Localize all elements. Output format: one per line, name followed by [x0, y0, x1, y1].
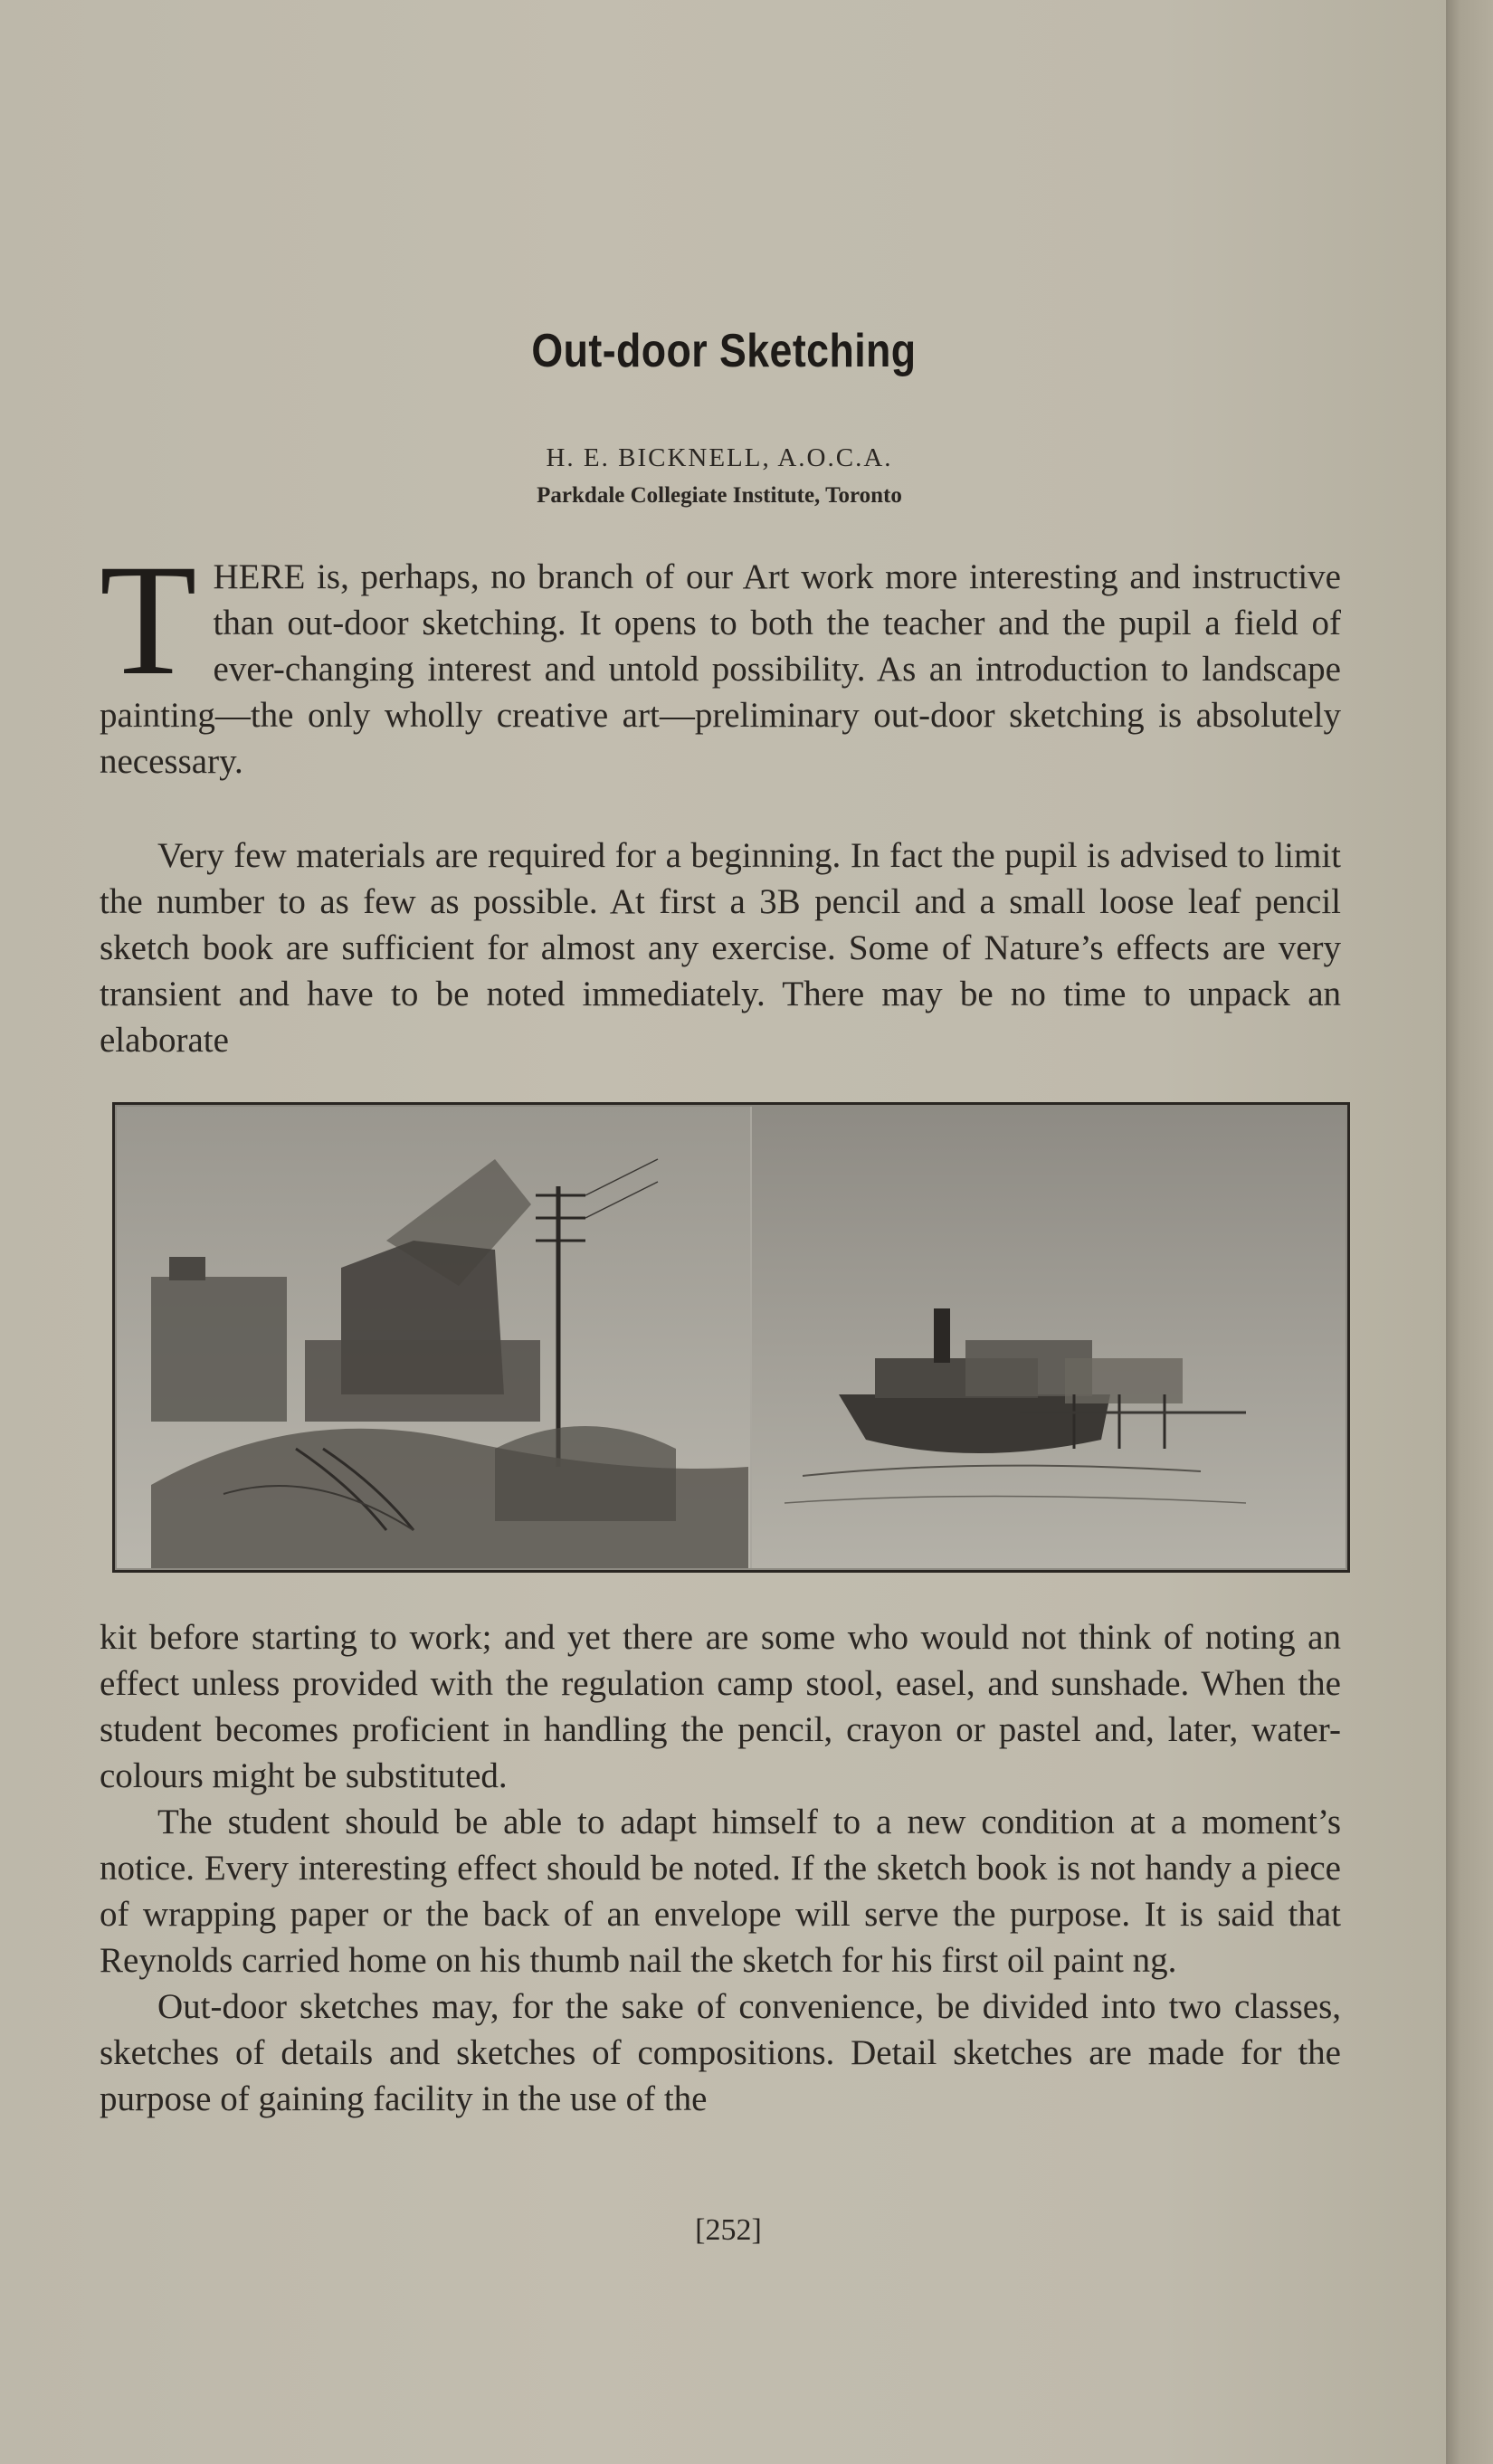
- paragraph-5-text: Out-door sketches may, for the sake of convenience, be divided into two classes, sketches of details and sketches of compositions. Detail sketches are made for the purpose of gaining facility in the use of the: [100, 1987, 1341, 2118]
- paragraph-1: [100, 532, 1341, 785]
- industrial-scene-sketch: [117, 1107, 750, 1568]
- paragraph-3-text: kit before starting to work; and yet there are some who would not think of noting an effect unless provided with the regulation camp stool, easel, and sunshade. When the student becomes proficient in handling the pencil, crayon or pastel and, later, water-colours might be substituted.: [100, 1618, 1341, 1795]
- paragraph-4-text: The student should be able to adapt himself to a new condition at a moment’s notice. Every interesting effect should be noted. If the sketch book is not handy a piece of wrapping paper or the back of an envelope will serve the purpose. It is said that Reynolds carried home on his thumb nail the sketch for his first oil paint ng.: [100, 1803, 1341, 1980]
- sketch-plates: [115, 1105, 1347, 1570]
- paragraph-2: [100, 832, 1341, 1063]
- page-number: [252]: [695, 2213, 762, 2247]
- author-affiliation: Parkdale Collegiate Institute, Toronto: [537, 483, 902, 508]
- sketch-illustration: [112, 1102, 1350, 1573]
- article-title: Out-door Sketching: [531, 325, 917, 377]
- tugboat-sketch: [752, 1107, 1346, 1568]
- paragraph-1-text: HERE is, perhaps, no branch of our Art work more interesting and instructive than out-door sketching. It opens to both the teacher and the pupil a field of ever-changing interest and untold possibility. As an introduction to landscape painting—the only wholly creative art—preliminary out-door sketching is absolutely necessary.: [100, 557, 1341, 781]
- drop-cap: T: [100, 532, 197, 709]
- paragraph-2-text: Very few materials are required for a beginning. In fact the pupil is advised to limit the number to as few as possible. At first a 3B pencil and a small loose leaf pencil sketch book are sufficient for almost any exercise. Some of Nature’s effects are very transient and have to be noted immediately. There may be no time to unpack an elaborate: [100, 836, 1341, 1060]
- paragraph-group: [100, 1614, 1341, 2122]
- book-spine: [1446, 0, 1493, 2464]
- article-author: H. E. BICKNELL, A.O.C.A.: [546, 443, 893, 472]
